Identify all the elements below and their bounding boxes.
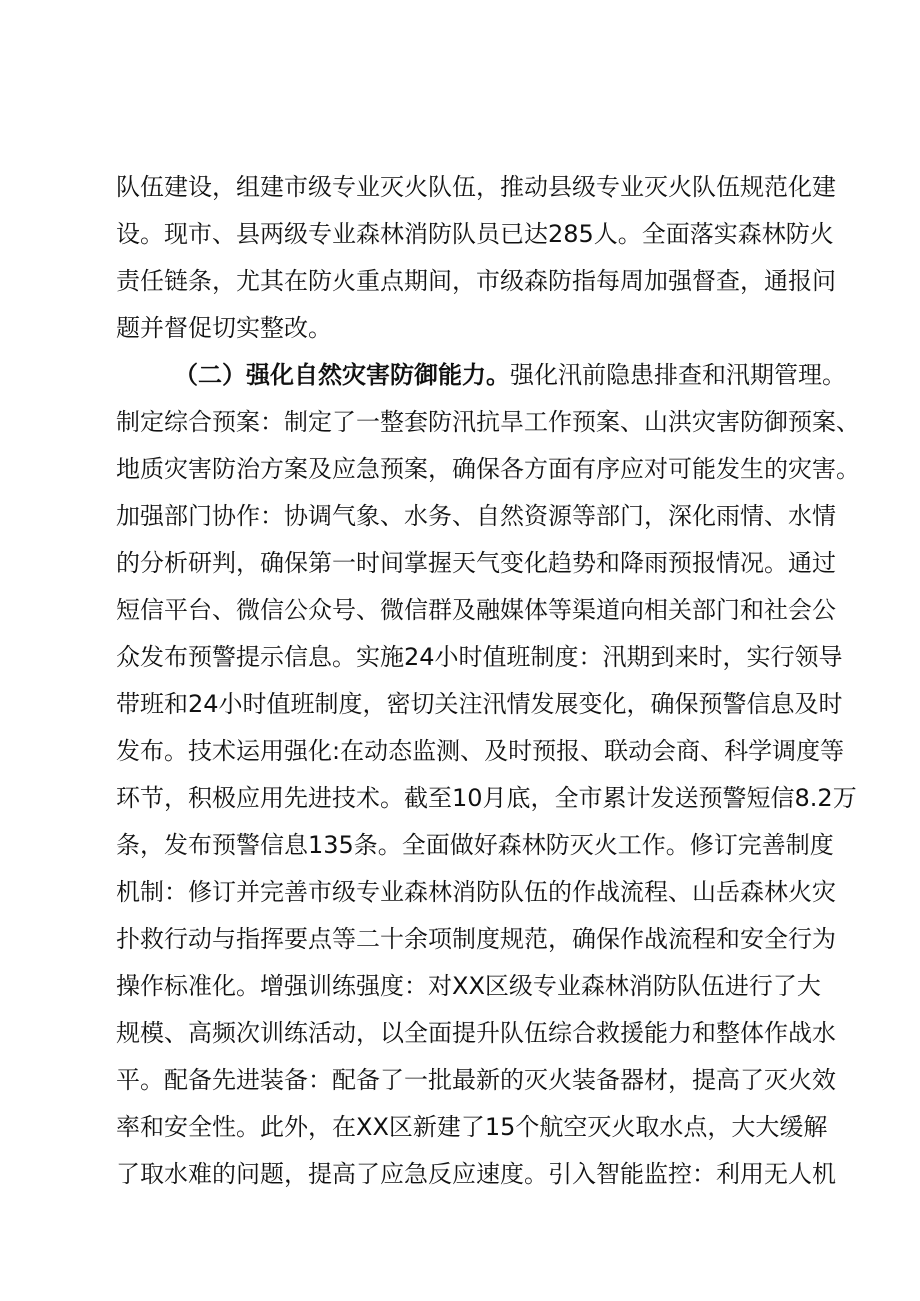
p2-line-5: 的分析研判，确保第一时间掌握天气变化趋势和降雨预报情况。通过 <box>116 549 836 577</box>
p2-line-7: 众发布预警提示信息。实施24小时值班制度：汛期到来时，实行领导 <box>116 643 843 671</box>
p2-line-15: 规模、高频次训练活动，以全面提升队伍综合救援能力和整体作战水 <box>116 1019 836 1047</box>
p2-line-2: 制定综合预案：制定了一整套防汛抗旱工作预案、山洪灾害防御预案、 <box>116 408 860 436</box>
p2-line-14: 操作标准化。增强训练强度：对XX区级专业森林消防队伍进行了大 <box>116 972 821 1000</box>
p2-line-17: 率和安全性。此外，在XX区新建了15个航空灭火取水点，大大缓解 <box>116 1113 828 1141</box>
p2-line-3: 地质灾害防治方案及应急预案，确保各方面有序应对可能发生的灾害。 <box>116 455 860 483</box>
section-heading: （二）强化自然灾害防御能力。 <box>174 361 510 389</box>
p1-line-4: 题并督促切实整改。 <box>116 314 332 342</box>
p2-line-1 <box>116 352 846 399</box>
p2-line-6: 短信平台、微信公众号、微信群及融媒体等渠道向相关部门和社会公 <box>116 596 836 624</box>
p2-line-18: 了取水难的问题，提高了应急反应速度。引入智能监控：利用无人机 <box>116 1160 836 1188</box>
p2-line-9: 发布。技术运用强化:在动态监测、及时预报、联动会商、科学调度等 <box>116 737 845 765</box>
p2-line-1-rest: 强化汛前隐患排查和汛期管理。 <box>510 361 846 389</box>
p2-line-10: 环节，积极应用先进技术。截至10月底，全市累计发送预警短信8.2万 <box>116 784 857 812</box>
p1-line-3: 责任链条，尤其在防火重点期间，市级森防指每周加强督查，通报问 <box>116 267 836 295</box>
p2-line-4: 加强部门协作：协调气象、水务、自然资源等部门，深化雨情、水情 <box>116 502 836 530</box>
p1-line-2: 设。现市、县两级专业森林消防队员已达285人。全面落实森林防火 <box>116 220 834 248</box>
p2-line-16: 平。配备先进装备：配备了一批最新的灭火装备器材，提高了灭火效 <box>116 1066 836 1094</box>
body-text <box>116 164 860 1198</box>
p2-line-12: 机制：修订并完善市级专业森林消防队伍的作战流程、山岳森林火灾 <box>116 878 836 906</box>
p1-line-1: 队伍建设，组建市级专业灭火队伍，推动县级专业灭火队伍规范化建 <box>116 173 836 201</box>
p2-line-13: 扑救行动与指挥要点等二十余项制度规范，确保作战流程和安全行为 <box>116 925 836 953</box>
p2-line-8: 带班和24小时值班制度，密切关注汛情发展变化，确保预警信息及时 <box>116 690 843 718</box>
p2-line-11: 条，发布预警信息135条。全面做好森林防灭火工作。修订完善制度 <box>116 831 834 859</box>
